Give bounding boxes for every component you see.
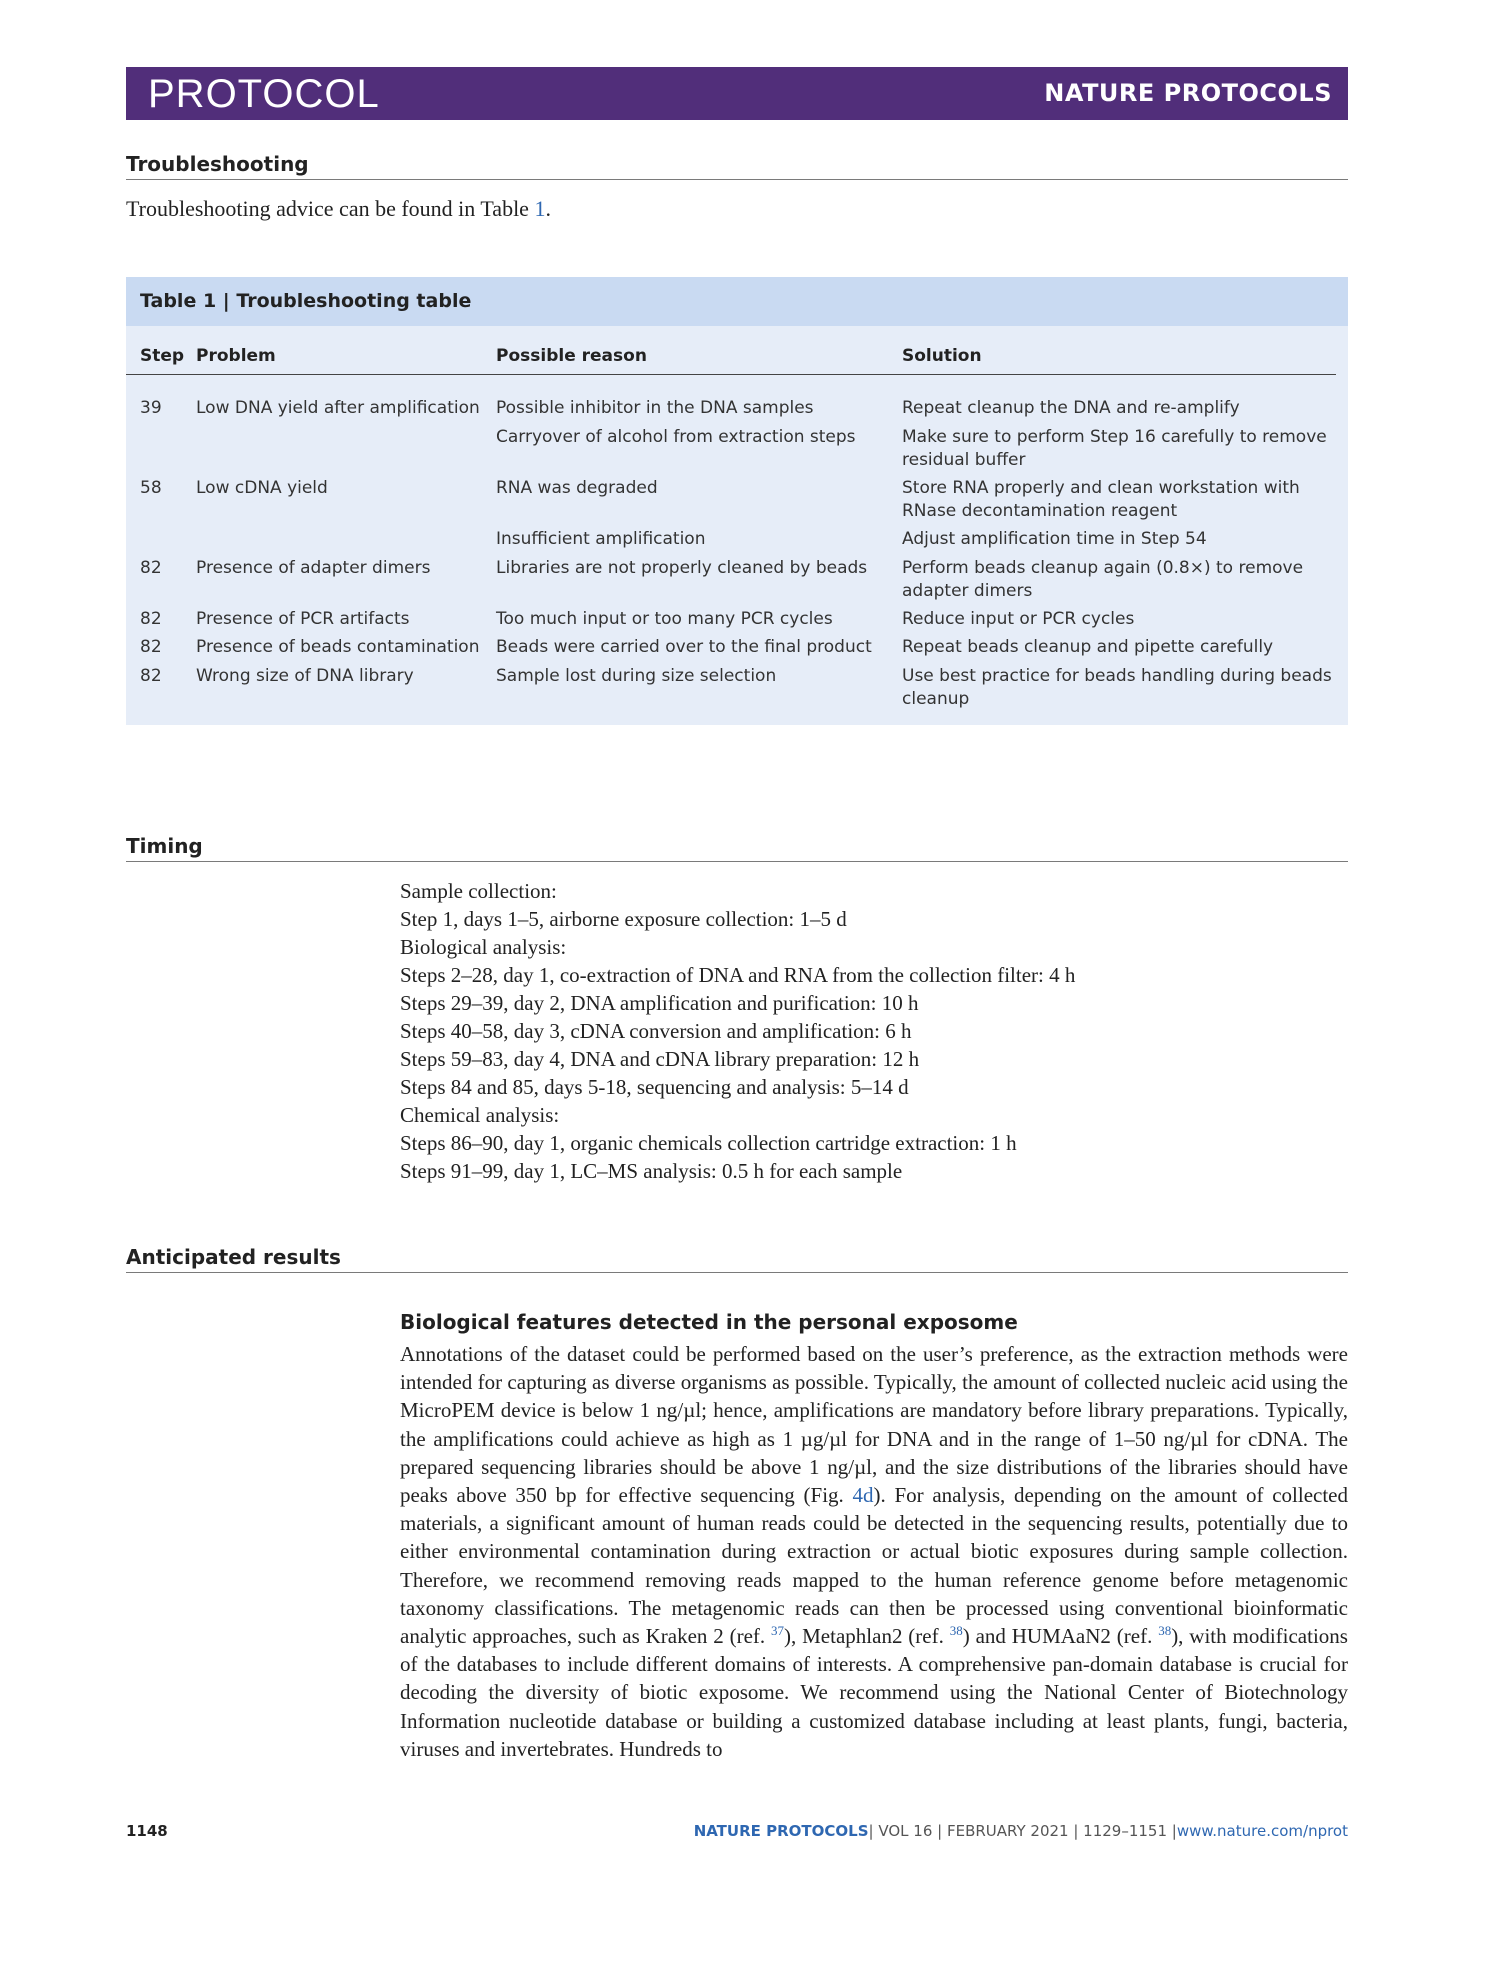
header-step: Step	[140, 346, 185, 366]
header-possible-reason: Possible reason	[496, 346, 647, 366]
timing-line: Steps 91–99, day 1, LC–MS analysis: 0.5 h for each sample	[400, 1159, 903, 1183]
troubleshooting-table	[126, 277, 1348, 725]
solution-cell: Repeat beads cleanup and pipette carefully	[902, 637, 1274, 657]
table-caption: Table 1 | Troubleshooting table	[126, 277, 1348, 326]
timing-line: Steps 29–39, day 2, DNA amplification and purification: 10 h	[400, 991, 919, 1015]
reason-cell: Beads were carried over to the final product	[496, 637, 872, 657]
journal-banner	[126, 67, 1348, 120]
reason-cell: Insufficient amplification	[496, 529, 706, 549]
problem-cell: Presence of beads contamination	[196, 637, 480, 657]
anticipated-results-paragraph: Annotations of the dataset could be performed based on the user’s preference, as the extraction methods were intended for capturing as diverse organisms as possible. Typically, the amount of collected nucleic acid using the MicroPEM device is below 1 ng/µl; hence, amplifications are mandatory before library preparations. Typically, the amplifications could achieve as high as 1 µg/µl for DNA and in the range of 1–50 ng/µl for cDNA. The prepared sequencing libraries should be above 1 ng/µl, and the size distributions of the libraries should have peaks above 350 bp for effective sequencing (Fig. 4d). For analysis, depending on the amount of collected materials, a significant amount of human reads could be detected in the sequencing results, potentially due to either environmental contamination during extraction or actual biotic exposures during sample collection. Therefore, we recommend removing reads mapped to the human reference genome before metagenomic taxonomy classifications. The metagenomic reads can then be processed using conventional bioinformatic analytic approaches, such as Kraken 2 (ref. $^{37}$), Metaphlan2 (ref. $^{38}$) and HUMAaN2 (ref. $^{38}$), with modifications of the databases to include different domains of interests. A comprehensive pan-domain database is crucial for decoding the diversity of biotic exposome. We recommend using the National Center of Biotechnology Information nucleotide database or building a customized database including at least plants, fungi, bacteria, viruses and invertebrates. Hundreds to	[400, 1342, 1348, 1761]
biological-features-subheading: Biological features detected in the personal exposome	[400, 1310, 1018, 1334]
problem-cell: Low DNA yield after amplification	[196, 398, 480, 418]
timing-line: Steps 86–90, day 1, organic chemicals collection cartridge extraction: 1 h	[400, 1131, 1017, 1155]
problem-cell: Presence of PCR artifacts	[196, 609, 410, 629]
header-solution: Solution	[902, 346, 982, 366]
banner-journal-name: NATURE PROTOCOLS	[1044, 79, 1332, 107]
timing-line: Steps 59–83, day 4, DNA and cDNA library preparation: 12 h	[400, 1047, 920, 1071]
step-cell: 82	[140, 609, 162, 629]
figure-4d-link[interactable]: 4d	[852, 1483, 874, 1508]
timing-line: Steps 40–58, day 3, cDNA conversion and amplification: 6 h	[400, 1019, 912, 1043]
timing-line: Sample collection:	[400, 879, 557, 903]
header-problem: Problem	[196, 346, 276, 366]
anticipated-results-heading: Anticipated results	[126, 1245, 1348, 1273]
journal-url-link[interactable]: www.nature.com/nprot	[1176, 1822, 1348, 1840]
footer-journal-name: NATURE PROTOCOLS	[693, 1822, 869, 1840]
solution-cell: Make sure to perform Step 16 carefully to remove residual buffer	[902, 427, 1327, 470]
reference-37-link[interactable]: 37	[771, 1623, 785, 1639]
reason-cell: Sample lost during size selection	[496, 666, 777, 686]
troubleshooting-intro: Troubleshooting advice can be found in Table 1.	[126, 196, 551, 221]
troubleshooting-heading: Troubleshooting	[126, 152, 1348, 180]
reason-cell: Carryover of alcohol from extraction steps	[496, 427, 856, 447]
solution-cell: Store RNA properly and clean workstation with RNase decontamination reagent	[902, 478, 1300, 521]
page-footer	[126, 1822, 1348, 1846]
table-1-link[interactable]: 1	[534, 196, 546, 221]
footer-issue-details: | VOL 16 | FEBRUARY 2021 | 1129–1151 |	[868, 1822, 1177, 1840]
step-cell: 39	[140, 398, 162, 418]
solution-cell: Perform beads cleanup again (0.8×) to remove adapter dimers	[902, 558, 1304, 601]
timing-line: Biological analysis:	[400, 935, 567, 959]
solution-cell: Reduce input or PCR cycles	[902, 609, 1135, 629]
step-cell: 58	[140, 478, 162, 498]
solution-cell: Use best practice for beads handling during beads cleanup	[902, 666, 1332, 709]
reason-cell: RNA was degraded	[496, 478, 658, 498]
reference-38-link[interactable]: 38	[949, 1623, 963, 1639]
table-header-row	[126, 343, 1336, 375]
problem-cell: Presence of adapter dimers	[196, 558, 431, 578]
problem-cell: Wrong size of DNA library	[196, 666, 414, 686]
step-cell: 82	[140, 637, 162, 657]
reason-cell: Too much input or too many PCR cycles	[496, 609, 833, 629]
banner-section-label: PROTOCOL	[148, 72, 380, 116]
timing-line: Step 1, days 1–5, airborne exposure collection: 1–5 d	[400, 907, 847, 931]
reason-cell: Possible inhibitor in the DNA samples	[496, 398, 814, 418]
step-cell: 82	[140, 666, 162, 686]
solution-cell: Repeat cleanup the DNA and re-amplify	[902, 398, 1240, 418]
timing-line: Steps 84 and 85, days 5-18, sequencing and analysis: 5–14 d	[400, 1075, 909, 1099]
timing-line: Chemical analysis:	[400, 1103, 560, 1127]
timing-list	[400, 877, 1075, 1185]
journal-citation	[694, 1822, 1348, 1840]
step-cell: 82	[140, 558, 162, 578]
reference-38-link[interactable]: 38	[1158, 1623, 1172, 1639]
page-number: 1148	[126, 1822, 168, 1840]
reason-cell: Libraries are not properly cleaned by beads	[496, 558, 868, 578]
solution-cell: Adjust amplification time in Step 54	[902, 529, 1207, 549]
timing-line: Steps 2–28, day 1, co-extraction of DNA and RNA from the collection filter: 4 h	[400, 963, 1076, 987]
timing-heading: Timing	[126, 834, 1348, 862]
problem-cell: Low cDNA yield	[196, 478, 328, 498]
